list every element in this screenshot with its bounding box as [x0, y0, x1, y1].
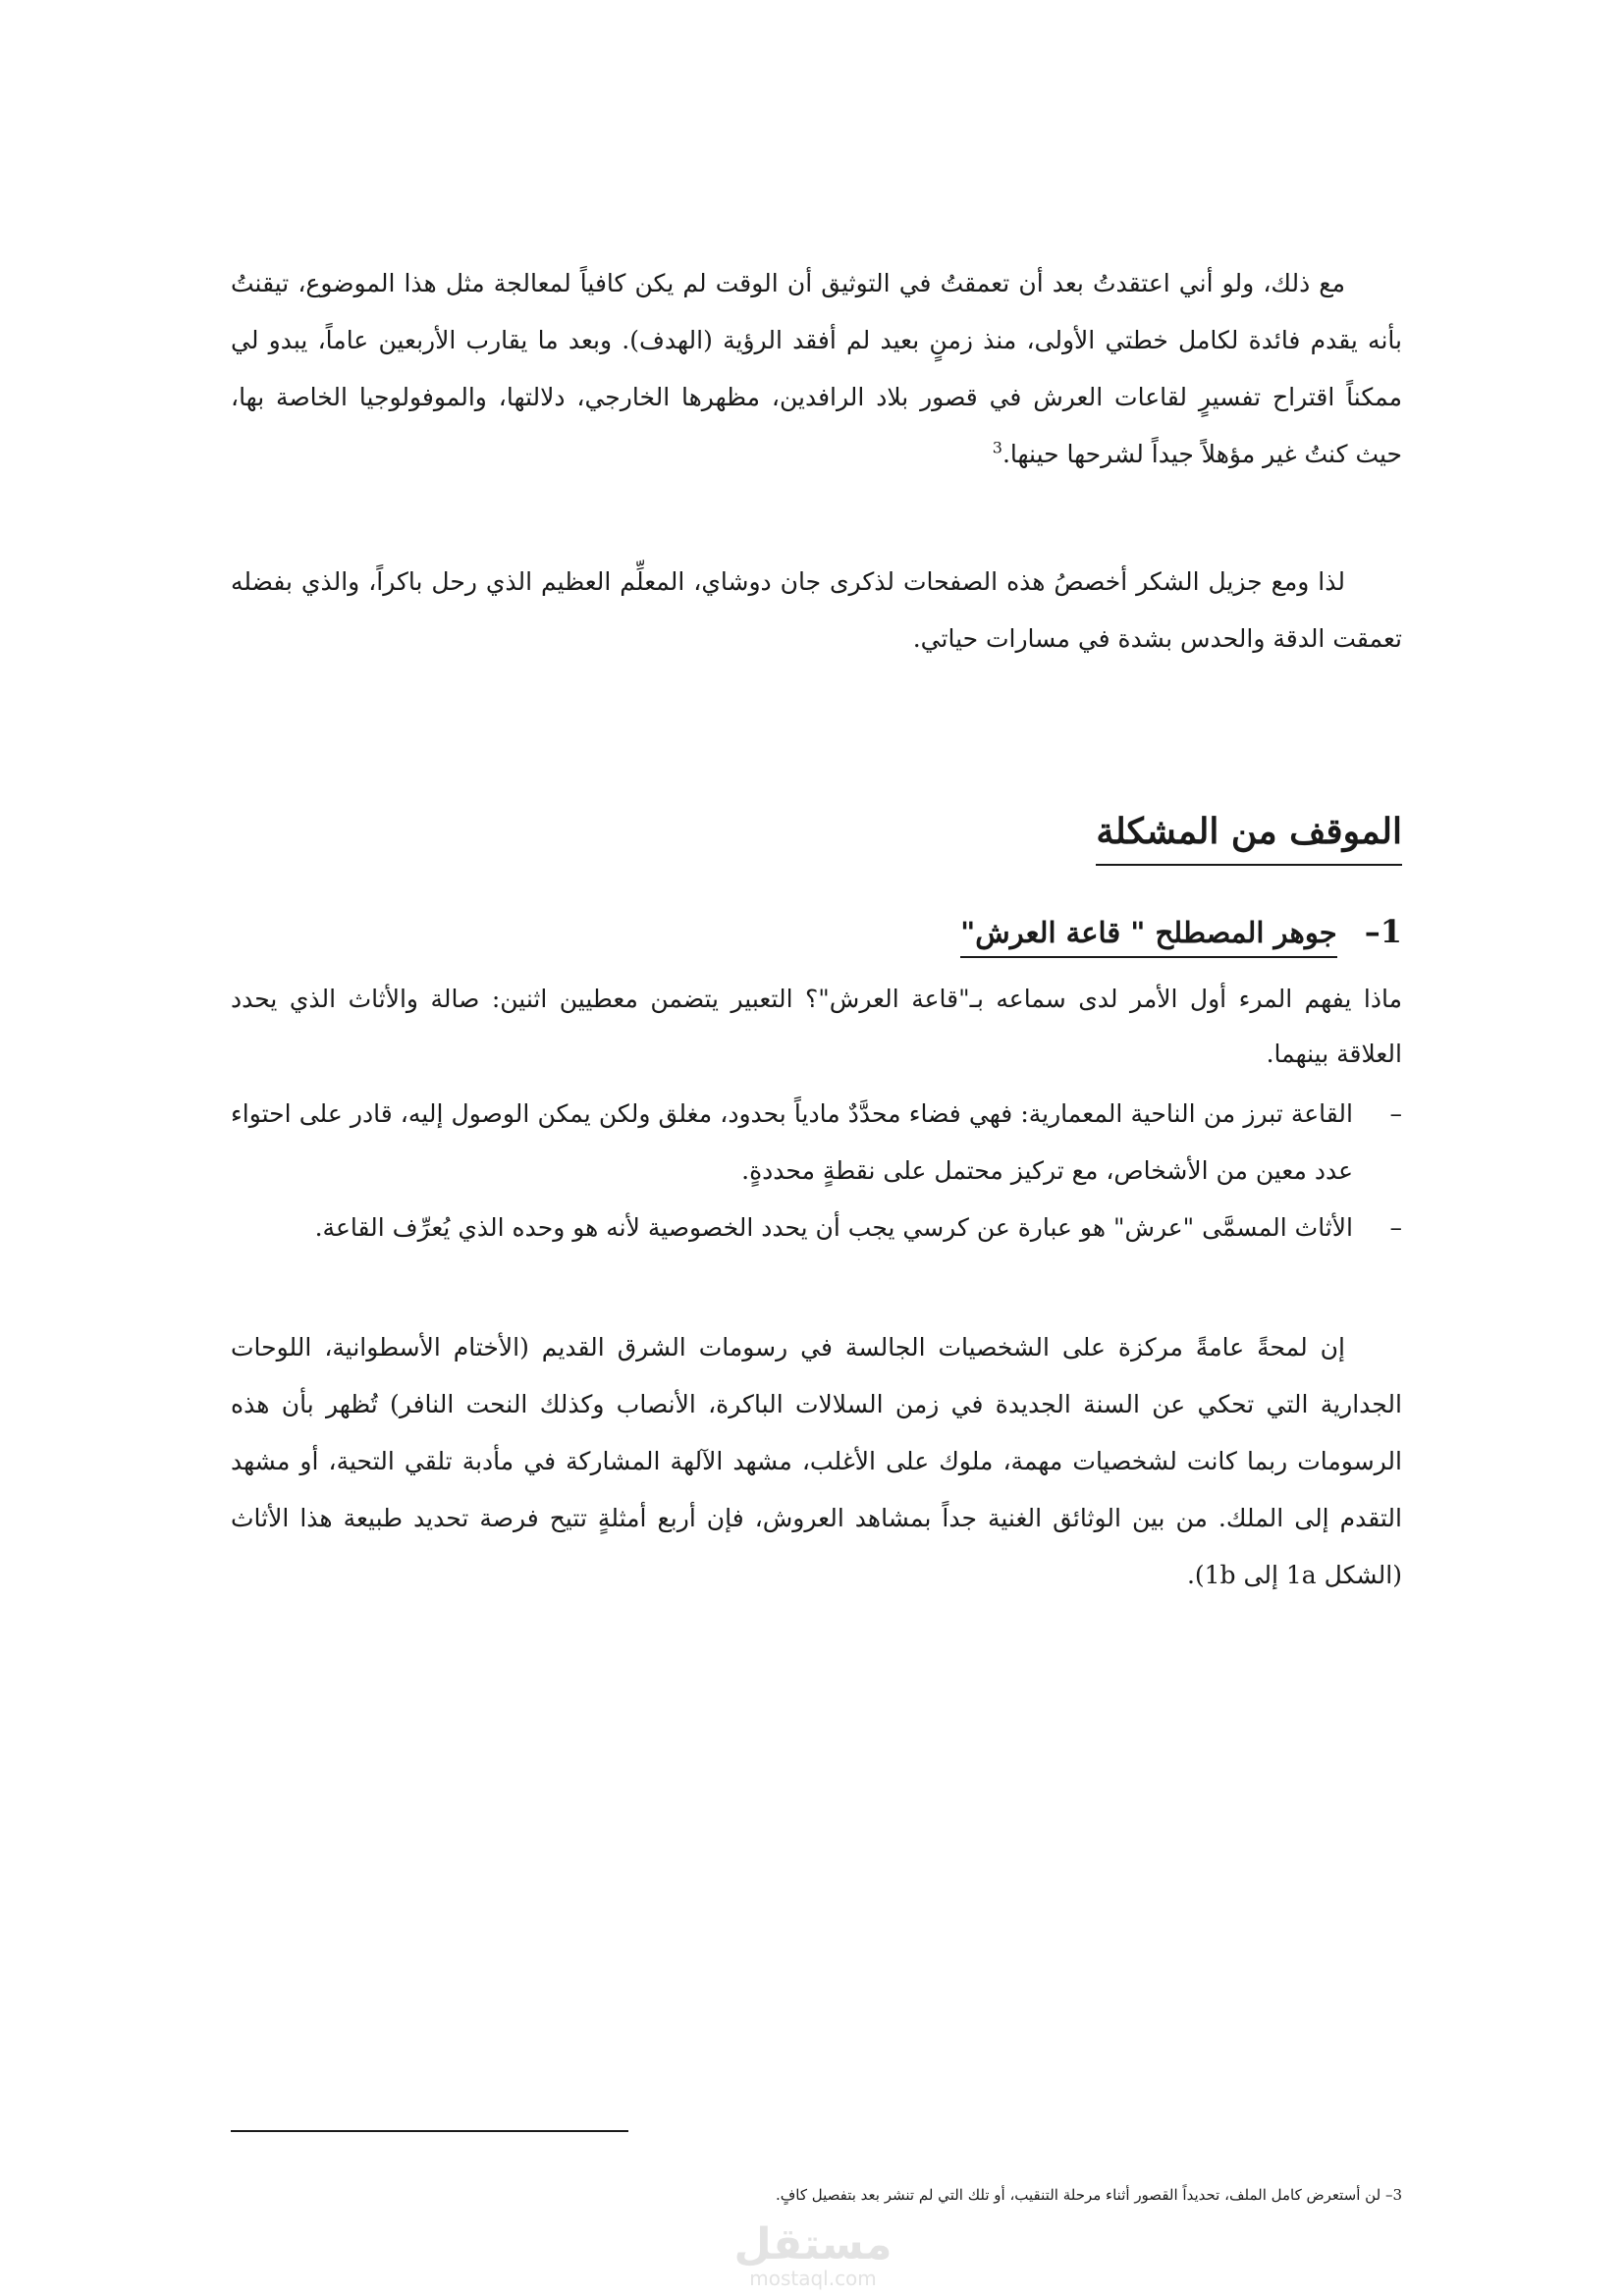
watermark-domain: mostaql.com: [749, 2267, 877, 2290]
spacer: [231, 1256, 1402, 1319]
watermark-logo: مستقل: [733, 2219, 893, 2269]
subsection-heading: [231, 911, 1402, 958]
paragraph-1-text: مع ذلك، ولو أني اعتقدتُ بعد أن تعمقتُ في التوثيق أن الوقت لم يكن كافياً لمعالجة مثل هذا الموضوع، تيقنتُ بأنه يقدم فائدة لكامل خطتي الأولى، منذ زمنٍ بعيد لم أفقد الرؤية (الهدف). وبعد ما يقارب الأربعين عاماً، يبدو لي ممكناً اقتراح تفسيرٍ لقاعات العرش في قصور بلاد الرافدين، مظهرها الخارجي، دلالتها، والموفولوجيا الخاصة بها، حيث كنتُ غير مؤهلاً جيداً لشرحها حينها.: [231, 269, 1402, 468]
bullet-list: [231, 1086, 1402, 1256]
bullet-text: الأثاث المسمَّى "عرش" هو عبارة عن كرسي يجب أن يحدد الخصوصية لأنه هو وحده الذي يُعرِّف القاعة.: [314, 1213, 1353, 1242]
paragraph-1: [231, 255, 1402, 483]
spacer: [231, 483, 1402, 554]
document-page: [231, 255, 1402, 1604]
bullet-item: [231, 1200, 1402, 1256]
dash-bullet-icon: –: [1389, 1099, 1402, 1128]
subsection-title: جوهر المصطلح " قاعة العرش": [960, 911, 1337, 958]
subsection-intro: ماذا يفهم المرء أول الأمر لدى سماعه بـ"قاعة العرش"؟ التعبير يتضمن معطيين اثنين: صالة والأثاث الذي يحدد العلاقة بينهما.: [231, 985, 1402, 1068]
footnote-reference[interactable]: 3: [992, 438, 1002, 457]
subsection-number: 1–: [1364, 913, 1402, 950]
dash-bullet-icon: –: [1389, 1213, 1402, 1242]
bullet-text: القاعة تبرز من الناحية المعمارية: فهي فضاء محدَّدٌ مادياً بحدود، مغلق ولكن يمكن الوصول إليه، قادر على احتواء عدد معين من الأشخاص، مع تركيز محتمل على نقطةٍ محددةٍ.: [231, 1099, 1353, 1185]
spacer: [231, 667, 1402, 805]
bullet-item: [231, 1086, 1402, 1200]
paragraph-3: إن لمحةً عامةً مركزة على الشخصيات الجالسة في رسومات الشرق القديم (الأختام الأسطوانية، اللوحات الجدارية التي تحكي عن السنة الجديدة في زمن السلالات الباكرة، الأنصاب وكذلك النحت النافر) تُظهر بأن هذه الرسومات ربما كانت لشخصيات مهمة، ملوك على الأغلب، مشهد الآلهة المشاركة في مأدبة تلقي التحية، أو مشهد التقدم إلى الملك. من بين الوثائق الغنية جداً بمشاهد العروش، فإن أربع أمثلةٍ تتيح فرصة تحديد طبيعة هذا الأثاث (الشكل 1a إلى 1b).: [231, 1333, 1402, 1589]
watermark: [715, 2219, 911, 2290]
paragraph-2: لذا ومع جزيل الشكر أخصصُ هذه الصفحات لذكرى جان دوشاي، المعلِّم العظيم الذي رحل باكراً، والذي بفضله تعمقت الدقة والحدس بشدة في مسارات حياتي.: [231, 567, 1402, 653]
footnote-separator: [231, 2130, 628, 2132]
section-heading: الموقف من المشكلة: [1096, 805, 1402, 866]
footnote: 3– لن أستعرض كامل الملف، تحديداً القصور أثناء مرحلة التنقيب، أو تلك التي لم تنشر بعد بتفصيل كافٍ.: [775, 2186, 1402, 2204]
